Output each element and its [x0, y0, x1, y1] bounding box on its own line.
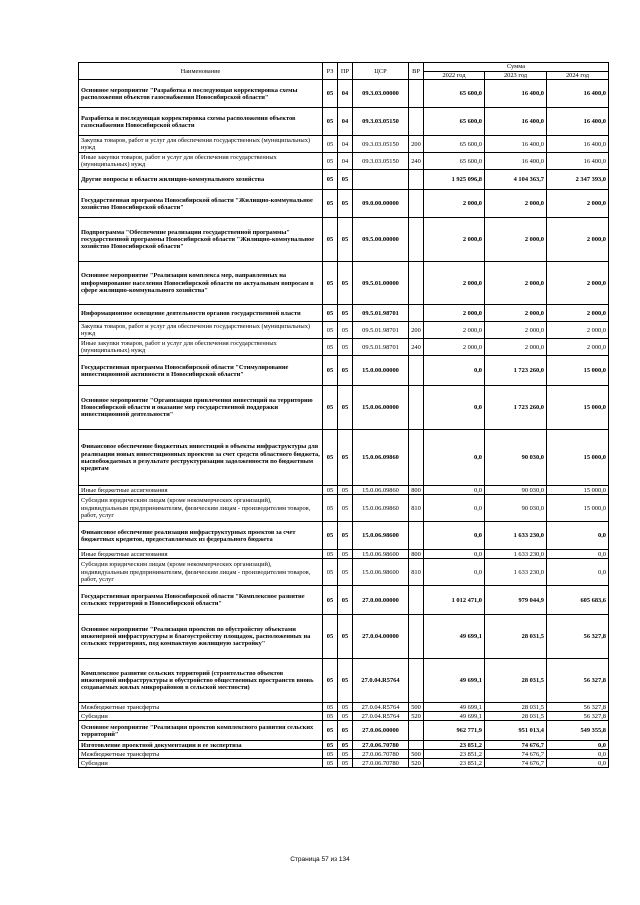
header-year-2024: 2024 год [547, 72, 609, 80]
cell-name: Государственная программа Новосибирской области "Комплексное развитие сельских территорий в Новосибирской области" [79, 586, 323, 615]
cell-2022: 0,0 [424, 386, 485, 430]
cell-pr: 05 [338, 721, 353, 741]
header-year-2022: 2022 год [424, 72, 485, 80]
cell-rz: 05 [323, 741, 338, 750]
header-year-2023: 2023 год [485, 72, 547, 80]
cell-name: Комплексное развитие сельских территорий (строительство объектов инженерной инфраструктуры и обустройство общественных пространств вновь создаваемых жилых микрорайонов в сельской местности) [79, 659, 323, 703]
cell-csr: 15.0.06.09860 [353, 486, 409, 495]
cell-2022: 65 600,0 [424, 136, 485, 153]
cell-2024: 15 000,0 [547, 495, 609, 522]
cell-csr: 09.5.01.00000 [353, 262, 409, 305]
cell-2022: 0,0 [424, 430, 485, 486]
cell-2023: 74 676,7 [485, 750, 547, 759]
table-row [79, 153, 609, 170]
page-number: Страница 57 из 134 [290, 856, 350, 863]
cell-2024: 0,0 [547, 759, 609, 768]
cell-rz: 05 [323, 586, 338, 615]
cell-vr [409, 108, 424, 136]
cell-pr: 05 [338, 615, 353, 659]
cell-2023: 16 400,0 [485, 108, 547, 136]
cell-name: Субсидии [79, 759, 323, 768]
cell-name: Государственная программа Новосибирской области "Стимулирование инвестиционной активности в Новосибирской области" [79, 356, 323, 386]
table-row [79, 430, 609, 486]
cell-2023: 1 723 260,0 [485, 386, 547, 430]
cell-2023: 28 031,5 [485, 615, 547, 659]
cell-pr: 05 [338, 559, 353, 586]
cell-vr [409, 80, 424, 108]
cell-2024: 0,0 [547, 750, 609, 759]
cell-csr: 15.0.06.09860 [353, 430, 409, 486]
cell-csr: 27.0.06.00000 [353, 721, 409, 741]
cell-rz: 05 [323, 486, 338, 495]
cell-2023: 2 000,0 [485, 305, 547, 322]
cell-2022: 0,0 [424, 522, 485, 550]
cell-pr: 04 [338, 136, 353, 153]
cell-vr [409, 305, 424, 322]
cell-csr: 15.0.06.98600 [353, 550, 409, 559]
cell-2022: 2 000,0 [424, 218, 485, 262]
cell-rz: 05 [323, 759, 338, 768]
table-row [79, 170, 609, 190]
table-row [79, 218, 609, 262]
cell-2022: 65 600,0 [424, 108, 485, 136]
cell-2022: 2 000,0 [424, 305, 485, 322]
cell-pr: 05 [338, 522, 353, 550]
cell-2024: 605 683,6 [547, 586, 609, 615]
cell-name: Основное мероприятие "Реализация комплекса мер, направленных на информирование населения Новосибирской области по актуальным вопросам в сфере жилищно-коммунального хозяйства" [79, 262, 323, 305]
table-row [79, 559, 609, 586]
cell-vr [409, 659, 424, 703]
cell-2023: 90 030,0 [485, 430, 547, 486]
cell-csr: 09.5.01.98701 [353, 339, 409, 356]
table-row [79, 522, 609, 550]
cell-csr: 09.5.00.00000 [353, 218, 409, 262]
table-row [79, 356, 609, 386]
cell-2024: 2 000,0 [547, 322, 609, 339]
cell-2022: 0,0 [424, 356, 485, 386]
cell-2023: 16 400,0 [485, 80, 547, 108]
cell-2022: 2 000,0 [424, 262, 485, 305]
cell-name: Межбюджетные трансферты [79, 703, 323, 712]
cell-name: Основное мероприятие "Реализация проектов комплексного развития сельских территорий" [79, 721, 323, 741]
cell-2023: 16 400,0 [485, 136, 547, 153]
cell-pr: 05 [338, 550, 353, 559]
table-row [79, 305, 609, 322]
cell-vr: 500 [409, 750, 424, 759]
cell-vr [409, 721, 424, 741]
cell-rz: 05 [323, 522, 338, 550]
cell-vr [409, 170, 424, 190]
cell-pr: 04 [338, 80, 353, 108]
cell-name: Закупка товаров, работ и услуг для обеспечения государственных (муниципальных) нужд [79, 322, 323, 339]
cell-2022: 0,0 [424, 495, 485, 522]
cell-2023: 28 031,5 [485, 703, 547, 712]
cell-rz: 05 [323, 721, 338, 741]
cell-pr: 05 [338, 659, 353, 703]
table-row [79, 712, 609, 721]
cell-vr [409, 386, 424, 430]
cell-pr: 05 [338, 356, 353, 386]
cell-2024: 549 355,8 [547, 721, 609, 741]
table-row [79, 190, 609, 218]
cell-csr: 27.0.04.R5764 [353, 712, 409, 721]
cell-rz: 05 [323, 430, 338, 486]
cell-2022: 49 699,1 [424, 659, 485, 703]
cell-2024: 0,0 [547, 550, 609, 559]
table-row [79, 586, 609, 615]
cell-2022: 23 851,2 [424, 750, 485, 759]
cell-2024: 0,0 [547, 741, 609, 750]
cell-2024: 2 347 393,0 [547, 170, 609, 190]
table-row [79, 659, 609, 703]
cell-name: Финансовое обеспечение реализации инфраструктурных проектов за счет бюджетных кредитов, предоставляемых из федерального бюджета [79, 522, 323, 550]
cell-2022: 2 000,0 [424, 339, 485, 356]
cell-vr: 810 [409, 559, 424, 586]
cell-rz: 05 [323, 153, 338, 170]
cell-csr: 09.3.03.05150 [353, 108, 409, 136]
cell-csr: 27.0.04.R5764 [353, 659, 409, 703]
cell-2022: 2 000,0 [424, 322, 485, 339]
cell-pr: 05 [338, 305, 353, 322]
cell-rz: 05 [323, 550, 338, 559]
cell-2023: 979 044,9 [485, 586, 547, 615]
cell-rz: 05 [323, 559, 338, 586]
cell-2023: 16 400,0 [485, 153, 547, 170]
table-row [79, 386, 609, 430]
cell-2022: 49 699,1 [424, 712, 485, 721]
cell-2022: 2 000,0 [424, 190, 485, 218]
cell-2024: 2 000,0 [547, 339, 609, 356]
table-row [79, 615, 609, 659]
cell-rz: 05 [323, 136, 338, 153]
cell-2023: 90 030,0 [485, 486, 547, 495]
cell-rz: 05 [323, 108, 338, 136]
cell-2022: 65 600,0 [424, 153, 485, 170]
cell-2024: 15 000,0 [547, 386, 609, 430]
cell-2022: 0,0 [424, 486, 485, 495]
cell-2023: 2 000,0 [485, 339, 547, 356]
cell-name: Иные закупки товаров, работ и услуг для обеспечения государственных (муниципальных) нужд [79, 339, 323, 356]
cell-2024: 15 000,0 [547, 356, 609, 386]
cell-2024: 16 400,0 [547, 153, 609, 170]
cell-vr [409, 430, 424, 486]
cell-2024: 2 000,0 [547, 305, 609, 322]
cell-2023: 74 676,7 [485, 741, 547, 750]
cell-2023: 28 031,5 [485, 659, 547, 703]
cell-2022: 49 699,1 [424, 615, 485, 659]
cell-csr: 15.0.00.00000 [353, 356, 409, 386]
cell-pr: 05 [338, 750, 353, 759]
table-row [79, 486, 609, 495]
table-row [79, 136, 609, 153]
cell-2024: 0,0 [547, 559, 609, 586]
cell-2024: 56 327,8 [547, 712, 609, 721]
cell-csr: 27.0.04.00000 [353, 615, 409, 659]
cell-pr: 05 [338, 430, 353, 486]
cell-name: Основное мероприятие "Реализация проектов по обустройству объектами инженерной инфраструктуры и благоустройству площадок, расположенных на сельских территориях, под компактную жилищную застройку" [79, 615, 323, 659]
cell-vr: 240 [409, 153, 424, 170]
cell-2022: 0,0 [424, 559, 485, 586]
cell-name: Изготовление проектной документации и ее экспертиза [79, 741, 323, 750]
cell-pr: 05 [338, 759, 353, 768]
cell-2024: 16 400,0 [547, 80, 609, 108]
cell-2023: 1 723 260,0 [485, 356, 547, 386]
cell-pr: 04 [338, 153, 353, 170]
table-row [79, 108, 609, 136]
cell-2023: 74 676,7 [485, 759, 547, 768]
cell-vr: 800 [409, 486, 424, 495]
cell-vr: 500 [409, 703, 424, 712]
cell-2022: 49 699,1 [424, 703, 485, 712]
cell-csr: 09.5.01.98701 [353, 305, 409, 322]
cell-csr: 15.0.06.00000 [353, 386, 409, 430]
cell-pr: 05 [338, 586, 353, 615]
cell-2024: 56 327,8 [547, 659, 609, 703]
cell-rz: 05 [323, 712, 338, 721]
cell-2024: 2 000,0 [547, 262, 609, 305]
cell-pr: 05 [338, 190, 353, 218]
cell-vr [409, 218, 424, 262]
cell-rz: 05 [323, 703, 338, 712]
table-row [79, 262, 609, 305]
cell-name: Иные закупки товаров, работ и услуг для обеспечения государственных (муниципальных) нужд [79, 153, 323, 170]
cell-name: Финансовое обеспечение бюджетных инвестиций в объекты инфраструктуры для реализации новых инвестиционных проектов за счет средств областного бюджета, высвобождаемых в результате реструктуризации задолженности по бюджетным кредитам [79, 430, 323, 486]
cell-pr: 05 [338, 170, 353, 190]
cell-2023: 1 633 230,0 [485, 550, 547, 559]
cell-name: Иные бюджетные ассигнования [79, 550, 323, 559]
cell-2023: 28 031,5 [485, 712, 547, 721]
cell-name: Основное мероприятие "Организация привлечения инвестиций на территорию Новосибирской области и оказание мер государственной поддержки инвестиционной деятельности" [79, 386, 323, 430]
cell-pr: 05 [338, 712, 353, 721]
cell-pr: 05 [338, 703, 353, 712]
cell-csr: 09.5.01.98701 [353, 322, 409, 339]
cell-2023: 951 013,4 [485, 721, 547, 741]
cell-2023: 90 030,0 [485, 495, 547, 522]
header-name: Наименование [79, 63, 323, 80]
cell-pr: 05 [338, 322, 353, 339]
cell-vr: 200 [409, 322, 424, 339]
cell-2024: 16 400,0 [547, 108, 609, 136]
cell-vr [409, 356, 424, 386]
cell-vr [409, 741, 424, 750]
cell-pr: 05 [338, 741, 353, 750]
cell-name: Иные бюджетные ассигнования [79, 486, 323, 495]
cell-2022: 1 012 471,0 [424, 586, 485, 615]
cell-pr: 04 [338, 108, 353, 136]
cell-2024: 0,0 [547, 522, 609, 550]
table-row [79, 550, 609, 559]
cell-rz: 05 [323, 190, 338, 218]
cell-2022: 962 771,9 [424, 721, 485, 741]
cell-csr: 27.0.06.70780 [353, 750, 409, 759]
cell-csr: 15.0.06.98600 [353, 522, 409, 550]
cell-csr [353, 170, 409, 190]
cell-csr: 09.3.03.05150 [353, 153, 409, 170]
cell-2023: 4 104 363,7 [485, 170, 547, 190]
table-row [79, 741, 609, 750]
cell-name: Субсидии юридическим лицам (кроме некоммерческих организаций), индивидуальным предпринимателям, физическим лицам - производителям товаров, работ, услуг [79, 559, 323, 586]
budget-table [78, 62, 609, 768]
table-row [79, 721, 609, 741]
table-row [79, 322, 609, 339]
cell-rz: 05 [323, 322, 338, 339]
cell-pr: 05 [338, 218, 353, 262]
cell-pr: 05 [338, 486, 353, 495]
cell-rz: 05 [323, 339, 338, 356]
cell-vr: 800 [409, 550, 424, 559]
cell-name: Другие вопросы в области жилищно-коммунального хозяйства [79, 170, 323, 190]
cell-2024: 56 327,8 [547, 703, 609, 712]
cell-2024: 2 000,0 [547, 190, 609, 218]
cell-2023: 1 633 230,0 [485, 522, 547, 550]
cell-rz: 05 [323, 750, 338, 759]
cell-2023: 1 633 230,0 [485, 559, 547, 586]
cell-vr [409, 586, 424, 615]
cell-pr: 05 [338, 495, 353, 522]
cell-2023: 2 000,0 [485, 262, 547, 305]
cell-rz: 05 [323, 495, 338, 522]
cell-2024: 16 400,0 [547, 136, 609, 153]
cell-rz: 05 [323, 386, 338, 430]
header-sum: Сумма [424, 63, 609, 72]
cell-vr [409, 190, 424, 218]
cell-csr: 27.0.06.70780 [353, 741, 409, 750]
cell-pr: 05 [338, 262, 353, 305]
cell-2022: 0,0 [424, 550, 485, 559]
cell-2023: 2 000,0 [485, 218, 547, 262]
cell-vr [409, 522, 424, 550]
cell-csr: 15.0.06.09860 [353, 495, 409, 522]
cell-name: Основное мероприятие "Разработка и последующая корректировка схемы расположения объектов газоснабжения Новосибирской области" [79, 80, 323, 108]
cell-vr: 520 [409, 759, 424, 768]
table-row [79, 80, 609, 108]
cell-csr: 27.0.04.R5764 [353, 703, 409, 712]
cell-name: Разработка и последующая корректировка схемы расположения объектов газоснабжения Новосибирской области [79, 108, 323, 136]
table-body [79, 80, 609, 768]
cell-name: Подпрограмма "Обеспечение реализации государственной программы" государственной программы Новосибирской области "Жилищно-коммунальное хозяйство Новосибирской области" [79, 218, 323, 262]
cell-rz: 05 [323, 356, 338, 386]
cell-name: Закупка товаров, работ и услуг для обеспечения государственных (муниципальных) нужд [79, 136, 323, 153]
cell-rz: 05 [323, 659, 338, 703]
cell-2022: 1 925 096,8 [424, 170, 485, 190]
cell-rz: 05 [323, 262, 338, 305]
cell-csr: 09.3.03.00000 [353, 80, 409, 108]
cell-2024: 56 327,8 [547, 615, 609, 659]
cell-2022: 23 851,2 [424, 759, 485, 768]
cell-rz: 05 [323, 80, 338, 108]
cell-rz: 05 [323, 170, 338, 190]
cell-vr [409, 262, 424, 305]
header-csr: ЦСР [353, 63, 409, 80]
table-row [79, 703, 609, 712]
cell-2024: 15 000,0 [547, 430, 609, 486]
header-pr: ПР [338, 63, 353, 80]
cell-csr: 27.0.00.00000 [353, 586, 409, 615]
header-rz: РЗ [323, 63, 338, 80]
header-vr: ВР [409, 63, 424, 80]
cell-vr [409, 615, 424, 659]
table-row [79, 339, 609, 356]
cell-2022: 65 600,0 [424, 80, 485, 108]
table-row [79, 495, 609, 522]
cell-pr: 05 [338, 339, 353, 356]
cell-vr: 200 [409, 136, 424, 153]
cell-name: Государственная программа Новосибирской области "Жилищно-коммунальное хозяйство Новосибирской области" [79, 190, 323, 218]
cell-2024: 15 000,0 [547, 486, 609, 495]
cell-2024: 2 000,0 [547, 218, 609, 262]
table-row [79, 759, 609, 768]
cell-2022: 23 851,2 [424, 741, 485, 750]
cell-rz: 05 [323, 615, 338, 659]
cell-vr: 810 [409, 495, 424, 522]
cell-name: Межбюджетные трансферты [79, 750, 323, 759]
cell-csr: 09.0.00.00000 [353, 190, 409, 218]
cell-vr: 520 [409, 712, 424, 721]
cell-csr: 09.3.03.05150 [353, 136, 409, 153]
budget-sheet [78, 62, 608, 768]
cell-rz: 05 [323, 218, 338, 262]
cell-rz: 05 [323, 305, 338, 322]
cell-name: Информационное освещение деятельности органов государственной власти [79, 305, 323, 322]
cell-2023: 2 000,0 [485, 322, 547, 339]
cell-name: Субсидии юридическим лицам (кроме некоммерческих организаций), индивидуальным предпринимателям, физическим лицам - производителям товаров, работ, услуг [79, 495, 323, 522]
cell-vr: 240 [409, 339, 424, 356]
cell-2023: 2 000,0 [485, 190, 547, 218]
cell-csr: 27.0.06.70780 [353, 759, 409, 768]
cell-pr: 05 [338, 386, 353, 430]
table-row [79, 750, 609, 759]
cell-csr: 15.0.06.98600 [353, 559, 409, 586]
cell-name: Субсидии [79, 712, 323, 721]
